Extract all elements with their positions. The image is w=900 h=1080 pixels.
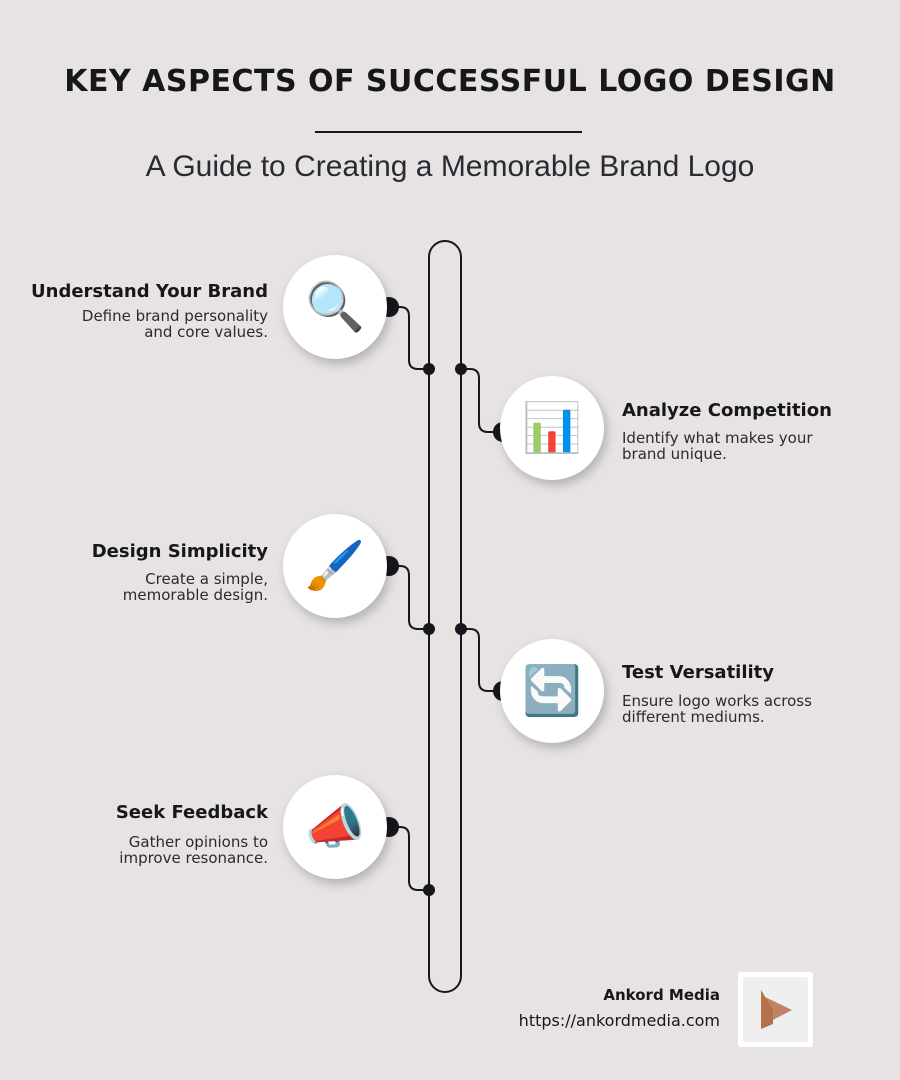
connector-5 <box>389 827 429 890</box>
company-logo <box>738 972 813 1047</box>
connector-2-start-dot <box>455 363 467 375</box>
step-description: Identify what makes your brand unique. <box>622 429 813 463</box>
step-description: Gather opinions to improve resonance. <box>119 833 268 867</box>
connector-1 <box>389 307 429 369</box>
connector-4 <box>461 629 503 691</box>
connector-3-end-dot <box>423 623 435 635</box>
ankord-play-logo-icon <box>743 977 808 1042</box>
timeline-track <box>429 241 461 992</box>
step-title: Analyze Competition <box>622 400 832 421</box>
paintbrush-icon: 🖌️ <box>283 514 387 618</box>
company-url[interactable]: https://ankordmedia.com <box>518 1011 720 1030</box>
page-subtitle: A Guide to Creating a Memorable Brand Logo <box>145 150 755 183</box>
step-title: Understand Your Brand <box>31 281 268 302</box>
page-title: KEY ASPECTS OF SUCCESSFUL LOGO DESIGN <box>64 64 836 99</box>
step-description: Ensure logo works across different mediums. <box>622 692 812 726</box>
company-name: Ankord Media <box>603 986 720 1004</box>
step-title: Seek Feedback <box>115 802 268 823</box>
connector-3 <box>389 566 429 629</box>
step-description: Define brand personality and core values. <box>81 307 268 341</box>
megaphone-icon: 📣 <box>283 775 387 879</box>
connector-4-start-dot <box>455 623 467 635</box>
step-title: Design Simplicity <box>91 541 268 562</box>
connector-1-end-dot <box>423 363 435 375</box>
refresh-arrows-icon: 🔄 <box>500 639 604 743</box>
step-title: Test Versatility <box>622 662 775 683</box>
connector-2 <box>461 369 503 432</box>
step-description: Create a simple, memorable design. <box>122 570 268 604</box>
magnifying-glass-icon: 🔍 <box>283 255 387 359</box>
connector-5-end-dot <box>423 884 435 896</box>
bar-chart-icon: 📊 <box>500 376 604 480</box>
